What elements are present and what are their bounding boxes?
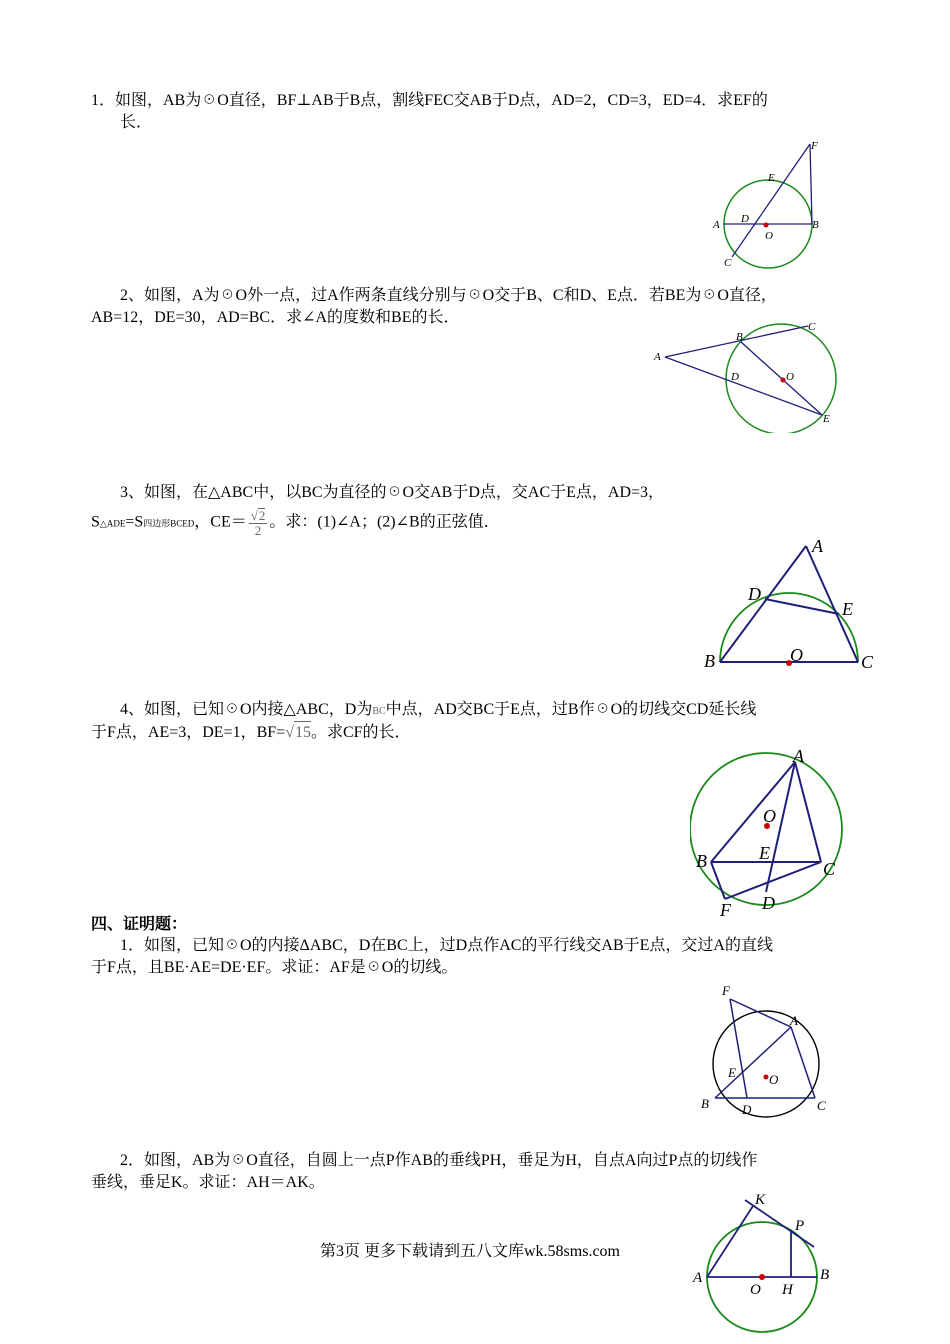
p4-line1-b: 中点，AD交BC于E点，过B作☉O的切线交CD延长线 xyxy=(385,701,757,718)
p1-label-f: F xyxy=(811,140,818,152)
p3-label-a: A xyxy=(812,536,823,556)
p4-label-d: D xyxy=(762,893,775,913)
s4q1-figure xyxy=(695,980,840,1120)
s4q2-label-a: A xyxy=(693,1270,703,1286)
p3-label-e: E xyxy=(842,599,853,619)
s4q2-label-p: P xyxy=(795,1218,805,1234)
p3-text-line1: 3、如图，在△ABC中，以BC为直径的☉O交AB于D点，交AC于E点，AD=3， xyxy=(120,484,665,501)
s4q1-text-line2: 于F点，且BE·AE=DE·EF。求证：AF是☉O的切线。 xyxy=(91,959,458,976)
s4q1-center-dot xyxy=(764,1075,769,1080)
p4-line2-a: 于F点，AE=3，DE=1，BF= xyxy=(91,724,286,741)
p2-text-line1: 2、如图，A为☉O外一点，过A作两条直线分别与☉O交于B、C和D、E点．若BE为☉O直径， xyxy=(120,287,777,304)
p3-tail: 。求：(1)∠A；(2)∠B的正弦值． xyxy=(269,513,500,531)
p2-label-a: A xyxy=(654,351,661,363)
p2-label-d: D xyxy=(731,371,739,383)
p4-text-line1 xyxy=(120,699,756,723)
p1-label-o: O xyxy=(765,230,773,242)
p1-label-e: E xyxy=(768,172,775,184)
p3-label-o: O xyxy=(790,645,803,665)
p2-label-c: C xyxy=(808,321,816,333)
s4q1-label-f: F xyxy=(722,983,730,998)
p3-frac-den: 2 xyxy=(254,523,262,538)
p3-label-b: B xyxy=(704,651,715,671)
section4-heading: 四、证明题： xyxy=(91,916,188,933)
p4-label-a: A xyxy=(793,746,804,766)
p1-figure xyxy=(700,135,830,270)
p4-figure xyxy=(690,742,850,922)
p3-label-d: D xyxy=(748,584,761,604)
p3-fraction: $\frac{√2}{2}$ xyxy=(250,508,266,538)
p4-arc-bc: BC xyxy=(372,706,386,717)
p3-figure xyxy=(695,530,885,675)
s4q2-text-line1: 2．如图，AB为☉O直径，自圆上一点P作AB的垂线PH，垂足为H，自点A向过P点的切线作 xyxy=(120,1152,758,1169)
s4q1-label-o: O xyxy=(769,1072,779,1087)
p3-label-c: C xyxy=(861,652,874,672)
p1-text-line1: 1．如图，AB为☉O直径，BF⊥AB于B点，割线FEC交AB于D点，AD=2，CD=3，ED=4．求EF的 xyxy=(91,92,768,109)
p2-line-ae xyxy=(665,357,822,415)
p3-ce-text: ，CE＝ xyxy=(194,513,247,531)
s4q2-text-line2: 垂线，垂足K。求证：AH＝AK。 xyxy=(91,1174,325,1191)
p3-chord-de xyxy=(765,599,839,614)
s4q1-line-fd xyxy=(730,999,747,1098)
p2-label-b: B xyxy=(736,331,743,343)
p4-sqrt-value: 15 xyxy=(294,721,311,744)
p2-center-dot xyxy=(781,378,786,383)
p4-side-ac xyxy=(795,762,821,862)
p4-label-f: F xyxy=(720,900,731,920)
p4-label-b: B xyxy=(696,851,707,871)
s4q2-figure xyxy=(690,1185,840,1344)
s4q2-line-ak xyxy=(707,1206,753,1277)
s4q2-label-b: B xyxy=(820,1267,830,1283)
p4-line1-a: 4、如图，已知☉O内接△ABC，D为 xyxy=(120,701,373,718)
s4q1-label-c: C xyxy=(817,1098,826,1113)
s4q1-text-line1: 1．如图，已知☉O的内接ΔABC，D在BC上，过D点作AC的平行线交AB于E点，交过A的直线 xyxy=(120,937,773,954)
s4q2-label-h: H xyxy=(782,1282,793,1298)
p1-label-c: C xyxy=(724,257,732,269)
s4q2-label-o: O xyxy=(750,1282,761,1298)
s4q1-label-d: D xyxy=(742,1102,752,1117)
s4q2-label-k: K xyxy=(755,1192,766,1208)
p2-text-line2: AB=12，DE=30，AD=BC．求∠A的度数和BE的长． xyxy=(91,309,460,326)
s4q1-label-e: E xyxy=(728,1065,736,1080)
s4q1-label-b: B xyxy=(701,1096,709,1111)
p1-text-line2: 长． xyxy=(120,114,153,131)
p2-label-o: O xyxy=(786,371,794,383)
p4-label-o: O xyxy=(763,806,776,826)
page-footer: 第3页 更多下载请到五八文库wk.58sms.com xyxy=(320,1243,621,1260)
p2-label-e: E xyxy=(823,413,830,425)
s4q2-center-dot xyxy=(759,1274,765,1280)
p1-label-d: D xyxy=(741,213,749,225)
p4-tangent-bf xyxy=(711,862,725,899)
p4-label-e: E xyxy=(759,843,770,863)
p1-center-dot xyxy=(764,223,769,228)
p4-line-ad xyxy=(766,762,795,892)
p1-label-a: A xyxy=(713,219,720,231)
p4-text-line2: 于F点，AE=3，DE=1，BF=√15。求CF的长． xyxy=(91,721,411,744)
p3-frac-num: 2 xyxy=(258,508,266,523)
p4-side-ab xyxy=(711,762,795,862)
p3-sub-bced: 四边形BCED xyxy=(143,518,195,529)
p4-label-c: C xyxy=(823,859,836,879)
s4q1-label-a: A xyxy=(790,1013,798,1028)
p3-s-mid: =S xyxy=(125,513,144,531)
p4-line2-b: 。求CF的长． xyxy=(310,724,411,741)
s4q1-side-ab xyxy=(715,1027,791,1098)
p3-sub-ade: △ADE xyxy=(99,518,126,529)
p3-text-line2 xyxy=(91,508,500,538)
p1-label-b: B xyxy=(812,219,819,231)
p2-figure xyxy=(650,318,870,433)
p3-s-prefix: S xyxy=(91,513,100,531)
